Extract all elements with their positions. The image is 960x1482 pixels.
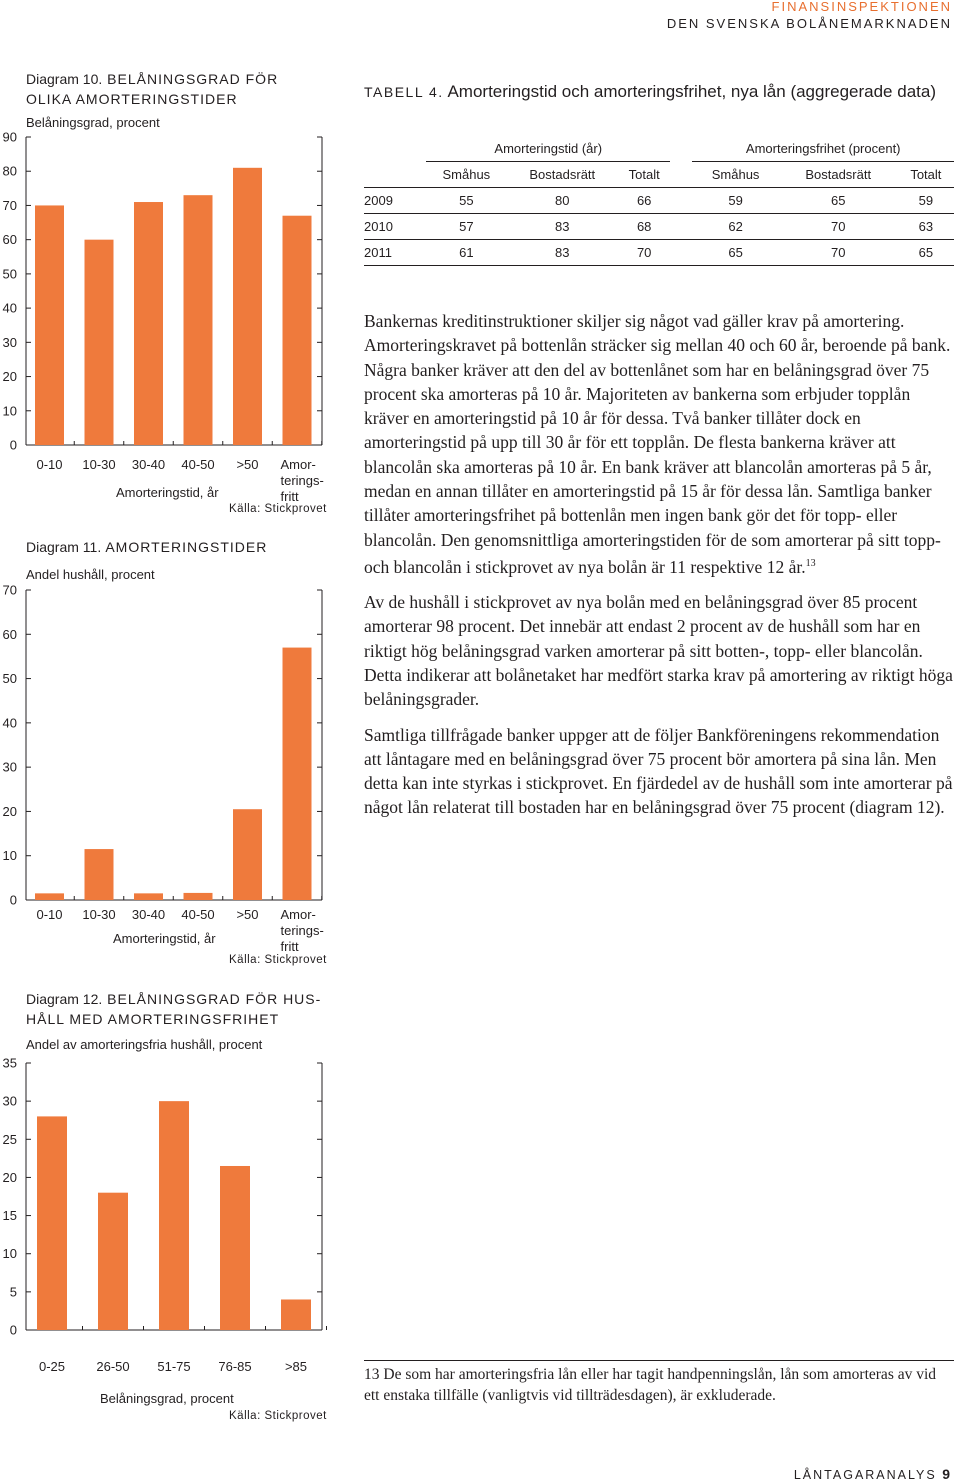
table-cell: 65 xyxy=(830,193,846,208)
table-cell: 59 xyxy=(728,193,743,208)
diagram-10-source: Källa: Stickprovet xyxy=(229,503,327,515)
diagram-12-xlabel: Belåningsgrad, procent xyxy=(100,1391,234,1406)
table-col-header: Totalt xyxy=(628,167,660,182)
body-text xyxy=(364,309,954,831)
y-tick-label: 5 xyxy=(9,1284,17,1300)
publisher-name: FINANSINSPEKTIONEN xyxy=(771,0,952,14)
page-number: 9 xyxy=(942,1466,950,1482)
x-tick-label: 30-40 xyxy=(131,457,166,472)
y-tick-label: 70 xyxy=(2,197,17,213)
bar xyxy=(85,849,114,900)
x-tick-label-line: terings- xyxy=(280,923,324,938)
y-tick-label: 60 xyxy=(2,626,17,642)
x-tick-label: 10-30 xyxy=(82,907,116,922)
bar xyxy=(159,1101,189,1330)
diagram-12-title xyxy=(26,989,321,1029)
table-4-title xyxy=(364,80,954,104)
table-cell: 55 xyxy=(459,193,474,208)
y-tick-label: 40 xyxy=(2,715,17,731)
body-paragraph-1 xyxy=(364,309,954,579)
publication-title: DEN SVENSKA BOLÅNEMARKNADEN xyxy=(666,16,952,31)
bar xyxy=(184,893,213,900)
diagram-11-source: Källa: Stickprovet xyxy=(229,954,327,966)
y-tick-label: 90 xyxy=(2,129,17,145)
x-tick-label: 0-10 xyxy=(36,907,63,922)
x-tick-label: 0-25 xyxy=(38,1359,66,1374)
table-cell: 61 xyxy=(459,245,474,260)
bar xyxy=(35,893,64,900)
x-tick-label xyxy=(281,457,324,504)
y-tick-label: 15 xyxy=(2,1208,17,1224)
x-tick-label-line: fritt xyxy=(280,939,299,954)
bar xyxy=(37,1116,67,1330)
page-footer xyxy=(794,1466,950,1482)
diagram-11-xlabel: Amorteringstid, år xyxy=(113,931,216,946)
bar xyxy=(233,809,262,900)
footnote-number: 13 xyxy=(364,1366,380,1383)
x-tick-label: >85 xyxy=(284,1359,308,1374)
x-tick-label-line: terings- xyxy=(280,473,324,488)
y-tick-label: 50 xyxy=(2,266,17,282)
bar xyxy=(85,240,114,445)
table-col-header: Bostadsrätt xyxy=(805,167,872,182)
diagram-10-ylabel: Belåningsgrad, procent xyxy=(26,115,160,130)
x-tick-label: 51-75 xyxy=(157,1359,191,1374)
bar xyxy=(283,216,312,445)
y-tick-label: 80 xyxy=(2,163,17,179)
y-tick-label: 10 xyxy=(2,403,17,419)
footer-label: LÅNTAGARANALYS xyxy=(793,1468,937,1482)
table-row-year: 2009 xyxy=(364,193,393,208)
bar xyxy=(220,1166,250,1330)
table-cell: 80 xyxy=(555,193,570,208)
bar xyxy=(281,1299,311,1330)
diagram-10-xlabel: Amorteringstid, år xyxy=(116,485,219,500)
body-paragraph-3: Samtliga tillfrågade banker uppger att de följer Bankföreningens rekommendation att låntagare med en belåningsgrad över 75 procent bör amortera på sina lån. Men detta kan inte styrkas i stickprovet. En fjärdedel av de hushåll som inte amorterar på något lån relaterat till bostaden har en belåningsgrad över 75 procent (diagram 12). xyxy=(364,724,953,818)
table-col-header: Totalt xyxy=(910,167,942,182)
x-tick-label: 0-10 xyxy=(36,457,63,472)
table-cell: 70 xyxy=(830,245,846,260)
diagram-12-title-line1: BELÅNINGSGRAD FÖR HUS- xyxy=(107,991,322,1007)
bar xyxy=(184,195,213,445)
table-col-header: Bostadsrätt xyxy=(529,167,596,182)
y-tick-label: 20 xyxy=(2,369,17,385)
table-cell: 62 xyxy=(728,219,743,234)
diagram-12-title-line2: HÅLL MED AMORTERINGSFRIHET xyxy=(26,1011,280,1027)
y-tick-label: 20 xyxy=(2,1169,17,1185)
x-tick-label: 26-50 xyxy=(96,1359,130,1374)
diagram-10-title-line2: OLIKA AMORTERINGSTIDER xyxy=(26,91,238,107)
x-tick-label: 30-40 xyxy=(131,907,166,922)
table-group-header-row xyxy=(364,136,954,162)
y-tick-label: 20 xyxy=(2,803,17,819)
y-tick-label: 35 xyxy=(2,1055,17,1071)
table-row xyxy=(364,240,954,266)
footnote-reference[interactable]: 13 xyxy=(805,557,816,569)
diagram-11-label: Diagram 11. xyxy=(26,539,102,555)
x-tick-label: >50 xyxy=(236,907,259,922)
x-tick-label-line: Amor- xyxy=(280,457,316,472)
bar xyxy=(134,202,163,445)
table-row-year: 2011 xyxy=(364,245,392,260)
table-cell: 65 xyxy=(728,245,743,260)
diagram-12-label: Diagram 12. xyxy=(26,991,103,1007)
table-4-title-text: Amorteringstid och amorteringsfrihet, nya lån (aggregerade data) xyxy=(447,82,936,101)
bar xyxy=(283,648,312,900)
diagram-12-ylabel: Andel av amorteringsfria hushåll, procent xyxy=(26,1037,263,1052)
y-tick-label: 0 xyxy=(9,1322,17,1338)
y-tick-label: 30 xyxy=(2,334,17,350)
x-tick-label-line: fritt xyxy=(280,489,299,504)
table-cell: 68 xyxy=(636,219,652,234)
x-tick-label: 10-30 xyxy=(82,457,116,472)
diagram-11-chart xyxy=(0,575,340,965)
x-tick-label: 40-50 xyxy=(181,907,215,922)
diagram-10-label: Diagram 10. xyxy=(26,71,103,87)
y-tick-label: 0 xyxy=(9,892,17,908)
table-col-header: Småhus xyxy=(711,167,760,182)
bar xyxy=(98,1193,128,1330)
body-paragraph-1-text: Bankernas kreditinstruktioner skiljer sig något vad gäller krav på amortering. Amorteringskravet på bottenlån sträcker sig mellan 40 och 60 år, beroende på bank. Några banker kräver att den del av bottenlånet som har en belåningsgrad över 75 procent ska amorteras på 10 år. Majoriteten av bankerna som erbjuder topplån kräver en amorteringstid på 10 år för dessa. Två banker tillåter dock en amorteringstid på upp till 30 år för ett topplån. De flesta bankerna kräver att blancolån ska amorteras på 10 år. En bank kräver att blancolån amorteras på 5 år, medan en annan tillåter en amorteringstid på 15 år för dessa lån. Samtliga banker tillåter amorteringsfrihet på bottenlån men ingen bank gör det för topp- eller blancolån. Den genomsnittliga amorteringstiden för de som amorterar på sitt topp- och blancolån i stickprovet av nya bolån är 11 respektive 12 år. xyxy=(364,311,951,577)
table-row xyxy=(364,188,954,214)
table-cell: 83 xyxy=(555,219,570,234)
table-cell: 66 xyxy=(636,193,652,208)
table-cell: 59 xyxy=(918,193,934,208)
diagram-10-title-line1: BELÅNINGSGRAD FÖR xyxy=(107,71,279,87)
y-tick-label: 60 xyxy=(2,232,17,248)
y-tick-label: 10 xyxy=(2,848,17,864)
y-tick-label: 0 xyxy=(9,437,17,453)
y-tick-label: 25 xyxy=(2,1131,17,1147)
x-tick-label: 40-50 xyxy=(181,457,215,472)
diagram-10-chart xyxy=(0,120,340,520)
footnote xyxy=(364,1364,954,1406)
y-tick-label: 40 xyxy=(2,300,17,316)
y-tick-label: 70 xyxy=(2,582,17,598)
table-4 xyxy=(364,136,954,266)
x-tick-label xyxy=(281,907,324,954)
diagram-11-title-text: AMORTERINGSTIDER xyxy=(105,539,268,555)
table-column-header-row xyxy=(364,162,954,188)
x-tick-label: 76-85 xyxy=(218,1359,252,1374)
x-tick-label-line: Amor- xyxy=(280,907,316,922)
table-group-amorteringstid: Amorteringstid (år) xyxy=(426,136,670,162)
table-cell: 63 xyxy=(918,219,934,234)
footnote-text: De som har amorteringsfria lån eller har tagit handpenningslån, lån som amorteras av vid ett enstaka tillfälle (vanligtvis vid tillträdesdagen), är exkluderade. xyxy=(364,1366,937,1404)
table-col-header: Småhus xyxy=(442,167,491,182)
y-tick-label: 30 xyxy=(2,1093,17,1109)
diagram-10-title xyxy=(26,69,278,109)
table-cell: 70 xyxy=(636,245,652,260)
diagram-11-ylabel: Andel hushåll, procent xyxy=(26,567,155,582)
bar xyxy=(233,168,262,445)
table-cell: 83 xyxy=(555,245,570,260)
y-tick-label: 10 xyxy=(2,1246,17,1262)
table-cell: 57 xyxy=(459,219,474,234)
table-row xyxy=(364,214,954,240)
table-cell: 70 xyxy=(830,219,846,234)
diagram-12-source: Källa: Stickprovet xyxy=(229,1410,327,1422)
table-row-year: 2010 xyxy=(364,219,393,234)
y-tick-label: 30 xyxy=(2,759,17,775)
diagram-12-chart xyxy=(0,1045,340,1390)
table-group-amorteringsfrihet: Amorteringsfrihet (procent) xyxy=(692,136,954,162)
diagram-11-title xyxy=(26,537,267,557)
bar xyxy=(35,205,64,445)
table-cell: 65 xyxy=(918,245,934,260)
body-paragraph-2: Av de hushåll i stickprovet av nya bolån med en belåningsgrad över 85 procent amorterar 98 procent. Det innebär att endast 2 procent av de hushåll som har en riktigt hög belåningsgrad varken amorterar på sitt botten-, topp- eller blancolån. Detta indikerar att bolånetaket har medfört starka krav på amortering av riktigt höga belåningsgrader. xyxy=(364,592,953,710)
footnote-rule xyxy=(364,1360,954,1361)
table-4-label: TABELL 4. xyxy=(364,84,444,100)
y-tick-label: 50 xyxy=(2,671,17,687)
x-tick-label: >50 xyxy=(236,457,259,472)
bar xyxy=(134,893,163,900)
